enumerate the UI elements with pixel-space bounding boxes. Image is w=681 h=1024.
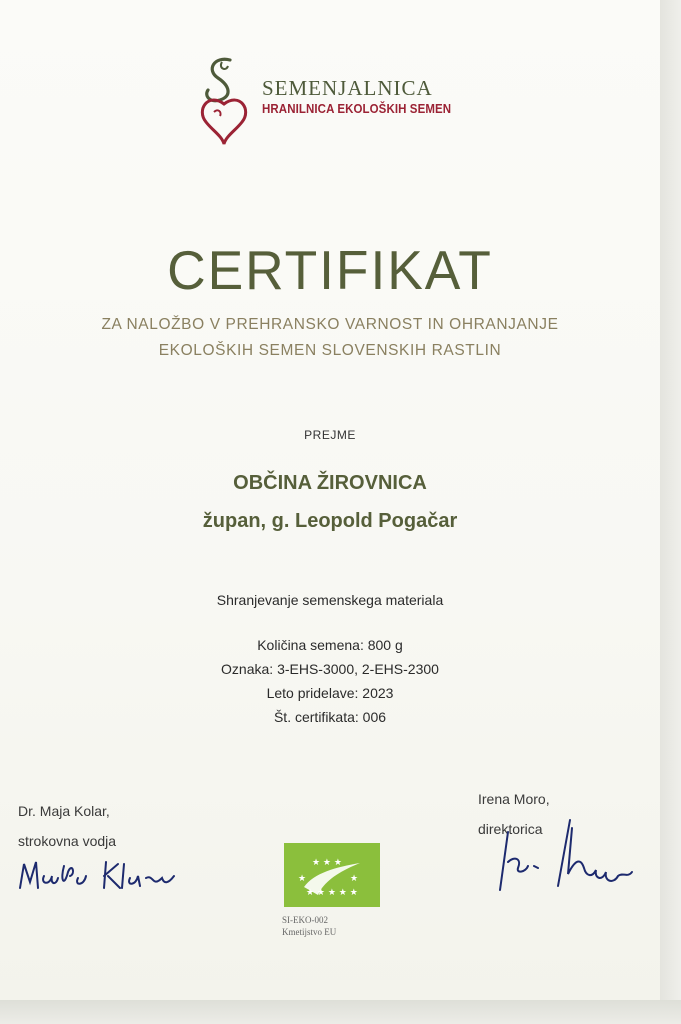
brand-name: SEMENJALNICA: [262, 76, 433, 100]
paper-edge-right: [660, 0, 681, 1024]
left-signatory: [18, 796, 116, 856]
svg-text:★ ★ ★ ★ ★: ★ ★ ★ ★ ★: [306, 888, 358, 898]
subtitle-line-2: EKOLOŠKIH SEMEN SLOVENSKIH RASTLIN: [158, 342, 502, 359]
brand-tagline: HRANILNICA EKOLOŠKIH SEMEN: [262, 102, 452, 116]
eu-control-code: SI-EKO-002: [282, 915, 328, 925]
detail-year: Leto pridelave: 2023: [266, 685, 394, 701]
certificate-subtitle: [0, 312, 660, 364]
eu-label-text: [282, 914, 336, 938]
semenjalnica-logo: [192, 52, 452, 152]
recipient-label: PREJME: [304, 428, 356, 442]
certificate-details: [0, 633, 660, 729]
subtitle-line-1: ZA NALOŽBO V PREHRANSKO VARNOST IN OHRANJANJE: [101, 316, 559, 333]
paper-edge-bottom: [0, 1000, 681, 1024]
detail-label-code: Oznaka: 3-EHS-3000, 2-EHS-2300: [221, 661, 439, 677]
left-handwritten-signature: [14, 850, 184, 900]
right-signatory-name: Irena Moro,: [478, 791, 550, 807]
svg-text:★: ★: [350, 874, 359, 884]
svg-text:★: ★: [298, 874, 307, 884]
detail-certificate-number: Št. certifikata: 006: [273, 709, 387, 725]
left-signatory-role: strokovna vodja: [18, 833, 117, 849]
certificate-purpose: Shranjevanje semenskega materiala: [216, 592, 444, 608]
eu-caption: Kmetijstvo EU: [282, 927, 337, 937]
right-signatory-role: direktorica: [478, 821, 543, 837]
eu-organic-leaf-icon: [284, 843, 380, 907]
seed-heart-icon: [192, 52, 256, 148]
svg-text:★ ★ ★: ★ ★ ★: [312, 858, 342, 868]
certificate-title: CERTIFIKAT: [167, 239, 493, 301]
recipient-person: župan, g. Leopold Pogačar: [202, 510, 458, 532]
detail-quantity: Količina semena: 800 g: [257, 637, 403, 653]
left-signatory-name: Dr. Maja Kolar,: [18, 803, 110, 819]
recipient-name: OBČINA ŽIROVNICA: [233, 472, 427, 494]
right-handwritten-signature: [488, 812, 648, 902]
